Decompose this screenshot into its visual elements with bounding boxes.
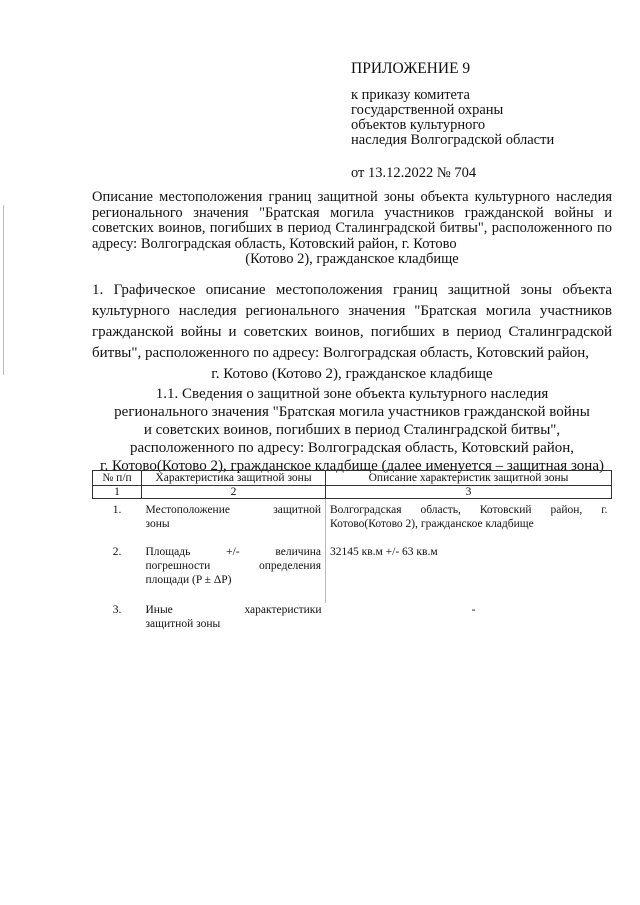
appendix-line-4: наследия Волгоградской области bbox=[351, 132, 555, 148]
protection-zone-table bbox=[92, 470, 612, 643]
appendix-header bbox=[351, 60, 611, 182]
row-number: 3. bbox=[112, 604, 122, 616]
row-value: - bbox=[471, 604, 476, 616]
appendix-line-3: объектов культурного bbox=[351, 117, 486, 133]
table-row bbox=[93, 603, 612, 643]
header-characteristic: Характеристика защитной зоны bbox=[142, 471, 326, 486]
section-1-1-heading bbox=[92, 385, 612, 475]
row-characteristic bbox=[142, 545, 326, 603]
row-number: 1. bbox=[112, 504, 122, 516]
appendix-line-1: к приказу комитета bbox=[351, 87, 470, 103]
row-characteristic-part: Местоположение защитной bbox=[145, 504, 321, 516]
row-characteristic-part: площади (P ± ΔP) bbox=[145, 574, 232, 586]
table-column-numbers bbox=[93, 486, 612, 499]
section-1-1-line: 1.1. Сведения о защитной зоне объекта культурного наследия bbox=[155, 386, 549, 402]
column-number: 3 bbox=[326, 486, 612, 499]
row-characteristic-part: зоны bbox=[145, 518, 170, 530]
row-characteristic bbox=[142, 603, 326, 643]
section-1-main: 1. Графическое описание местоположения границ защитной зоны объекта культурного наследия регионального значения "Братская могила участников гражданской войны и советских воинов, погибших в период Сталинградской битвы", расположенного по адресу: Волгоградская область, Котовский район, bbox=[92, 282, 612, 361]
row-characteristic bbox=[142, 499, 326, 546]
scan-edge-mark bbox=[3, 205, 4, 375]
description-main: Описание местоположения границ защитной зоны объекта культурного наследия регионального значения "Братская могила участников гражданской войны и советских воинов, погибших в период Сталинградской битвы", расположенного по адресу: Волгоградская область, Котовский район, г. Котово bbox=[92, 189, 612, 252]
description-last-line: (Котово 2), гражданское кладбище bbox=[245, 251, 459, 267]
header-description: Описание характеристик защитной зоны bbox=[326, 471, 612, 486]
appendix-date: от 13.12.2022 № 704 bbox=[351, 165, 477, 181]
table-row bbox=[93, 499, 612, 546]
section-1-last-line: г. Котово (Котово 2), гражданское кладбище bbox=[211, 366, 493, 382]
row-value: Волгоградская область, Котовский район, г. Котово(Котово 2), гражданское кладбище bbox=[330, 504, 608, 530]
section-1-1-line: регионального значения "Братская могила участников гражданской войны bbox=[114, 404, 590, 420]
section-1-1-line: г. Котово(Котово 2), гражданское кладбище (далее именуется – защитная зона) bbox=[100, 458, 604, 474]
row-value: 32145 кв.м +/- 63 кв.м bbox=[330, 546, 438, 558]
appendix-title: ПРИЛОЖЕНИЕ 9 bbox=[351, 60, 471, 77]
row-value-cell bbox=[326, 603, 612, 643]
section-1-1-line: расположенного по адресу: Волгоградская область, Котовский район, bbox=[129, 440, 575, 456]
document-description bbox=[92, 190, 612, 268]
column-number: 2 bbox=[142, 486, 326, 499]
row-characteristic-part: Иные характеристики bbox=[145, 604, 322, 616]
header-number: № п/п bbox=[93, 471, 142, 486]
table-header-row bbox=[93, 471, 612, 486]
row-characteristic-part: защитной зоны bbox=[145, 618, 221, 630]
appendix-line-2: государственной охраны bbox=[351, 102, 504, 118]
row-characteristic-part: Площадь +/- величина погрешности определения bbox=[145, 546, 321, 572]
section-1-heading bbox=[92, 280, 612, 385]
column-number: 1 bbox=[93, 486, 142, 499]
section-1-1-line: и советских воинов, погибших в период Сталинградской битвы", bbox=[143, 422, 561, 438]
table-row bbox=[93, 545, 612, 603]
row-number: 2. bbox=[112, 546, 122, 558]
